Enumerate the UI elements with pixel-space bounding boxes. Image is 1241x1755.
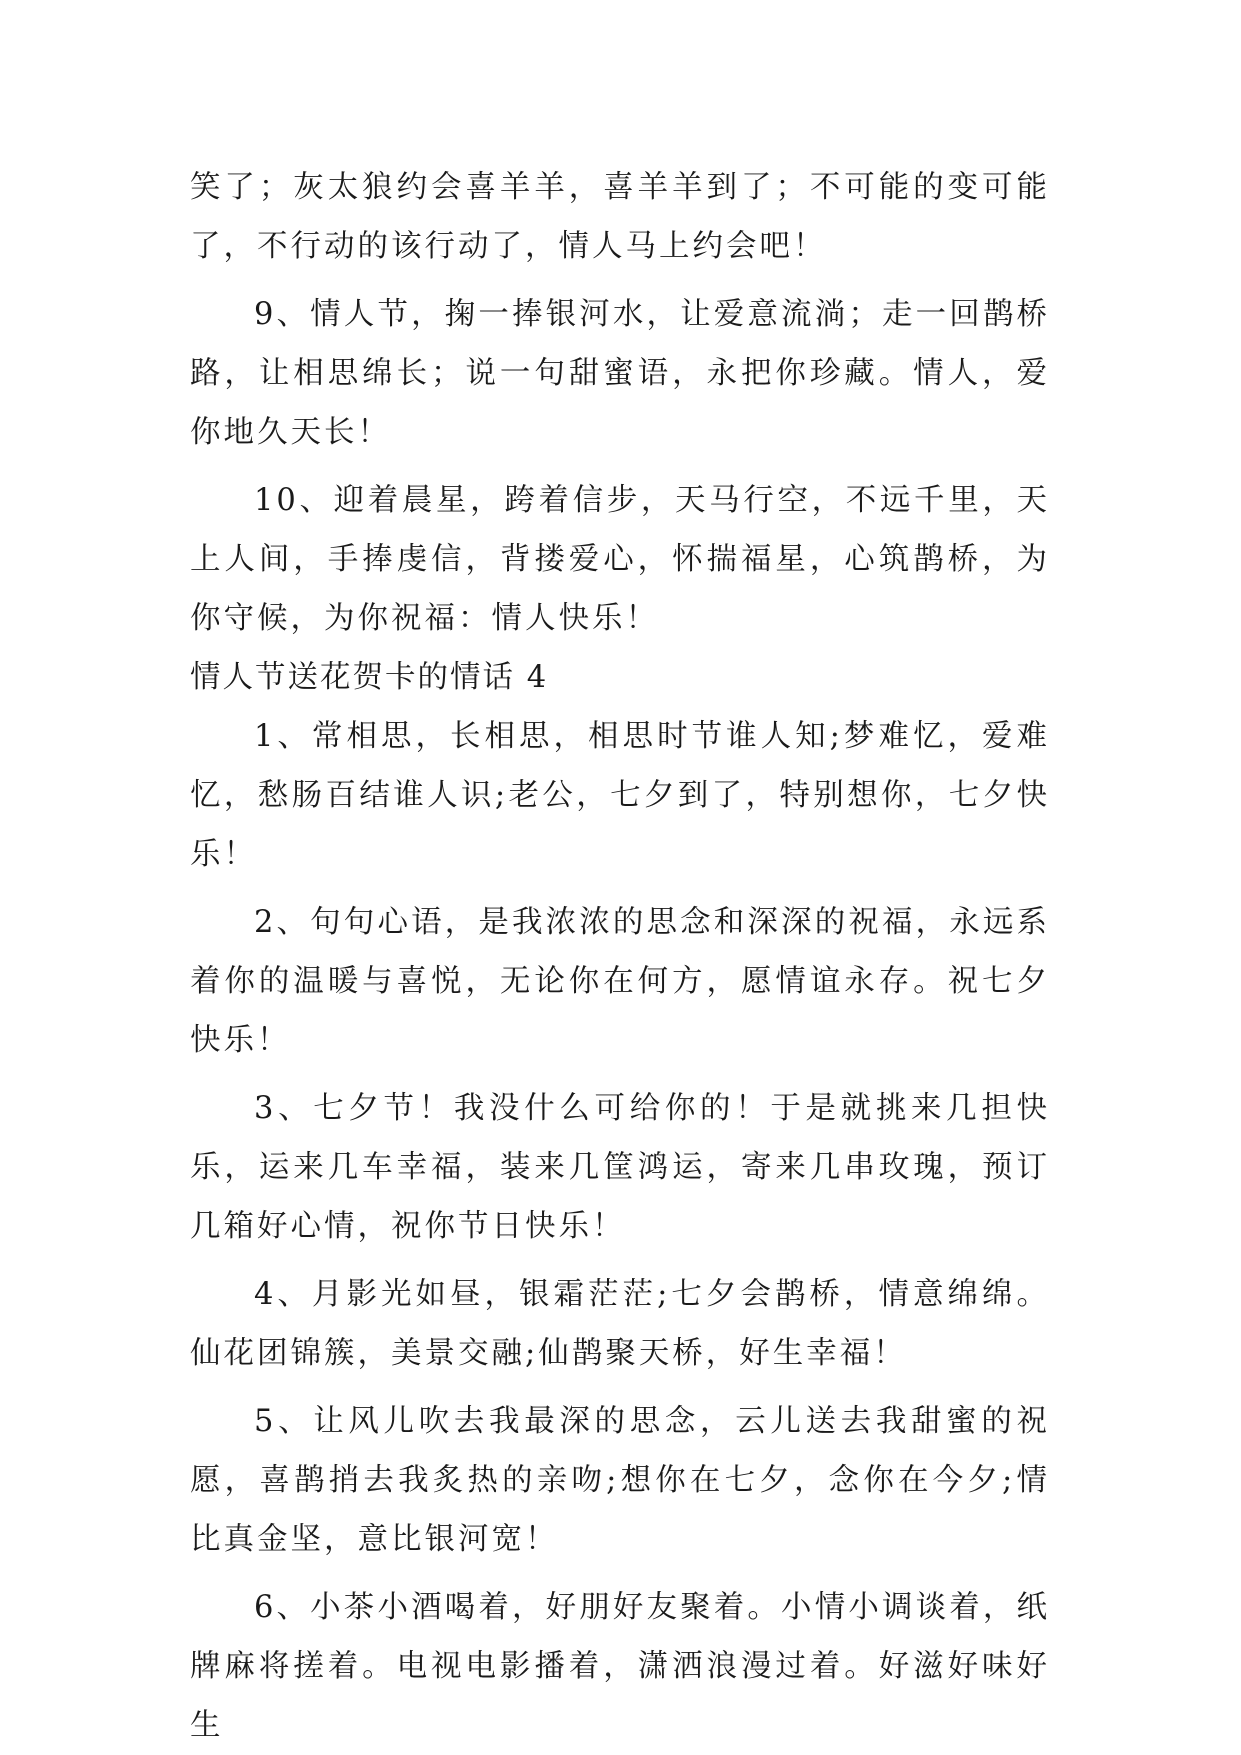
paragraph: 10、迎着晨星，跨着信步，天马行空，不远千里，天上人间，手捧虔信，背搂爱心，怀揣福星，心筑鹊桥，为你守候，为你祝福：情人快乐！ bbox=[190, 483, 1050, 636]
paragraph: 6、小茶小酒喝着，好朋好友聚着。小情小调谈着，纸牌麻将搓着。电视电影播着，潇洒浪漫过着。好滋好味好生 bbox=[190, 1590, 1050, 1743]
paragraph: 2、句句心语，是我浓浓的思念和深深的祝福，永远系着你的温暖与喜悦，无论你在何方，愿情谊永存。祝七夕快乐！ bbox=[190, 905, 1050, 1058]
paragraph: 笑了；灰太狼约会喜羊羊，喜羊羊到了；不可能的变可能了，不行动的该行动了，情人马上约会吧！ bbox=[190, 170, 1050, 264]
paragraph: 4、月影光如昼，银霜茫茫;七夕会鹊桥，情意绵绵。仙花团锦簇，美景交融;仙鹊聚天桥，好生幸福！ bbox=[190, 1277, 1050, 1371]
paragraph: 3、七夕节！我没什么可给你的！于是就挑来几担快乐，运来几车幸福，装来几筐鸿运，寄来几串玫瑰，预订几箱好心情，祝你节日快乐！ bbox=[190, 1091, 1050, 1244]
paragraph: 9、情人节，掬一捧银河水，让爱意流淌；走一回鹊桥路，让相思绵长；说一句甜蜜语，永把你珍藏。情人，爱你地久天长！ bbox=[190, 297, 1050, 450]
section-heading: 情人节送花贺卡的情话 4 bbox=[190, 660, 549, 695]
paragraph: 5、让风儿吹去我最深的思念，云儿送去我甜蜜的祝愿，喜鹊捎去我炙热的亲吻;想你在七夕，念你在今夕;情比真金坚，意比银河宽！ bbox=[190, 1404, 1050, 1557]
document-body bbox=[190, 158, 1050, 1755]
paragraph: 1、常相思，长相思，相思时节谁人知;梦难忆，爱难忆，愁肠百结谁人识;老公，七夕到了，特别想你，七夕快乐！ bbox=[190, 719, 1050, 872]
